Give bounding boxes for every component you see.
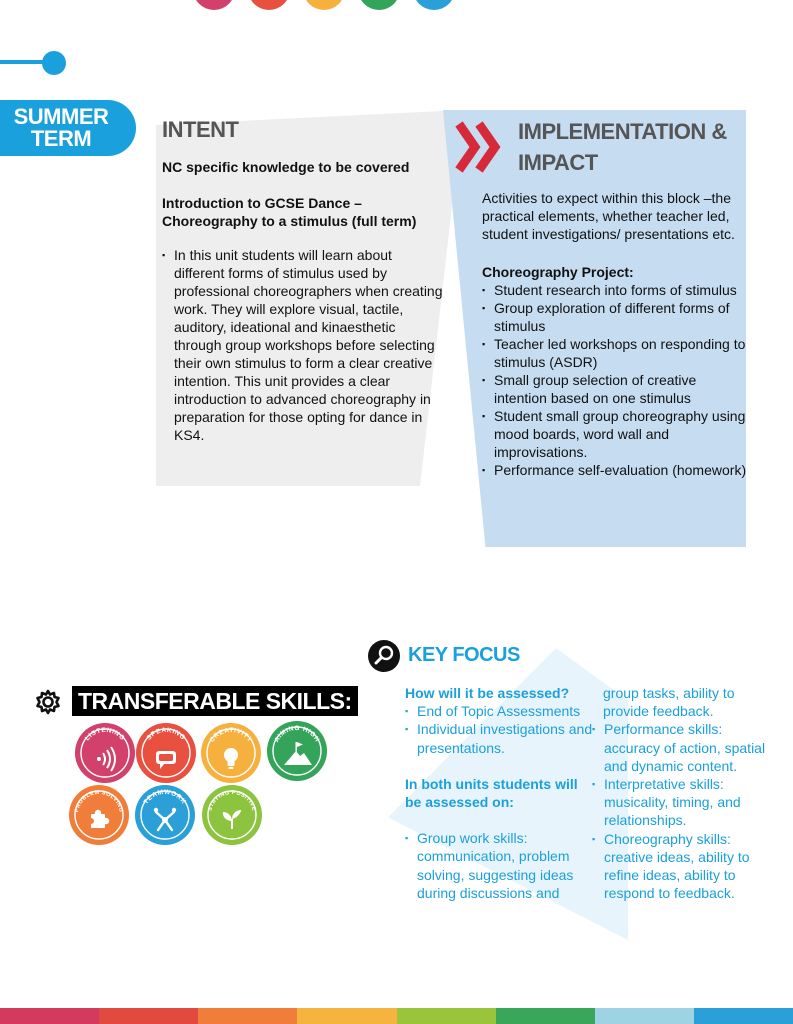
top-dot	[358, 0, 400, 10]
transferable-skills-title: TRANSFERABLE SKILLS:	[72, 686, 358, 716]
skill-badge-staying-positive	[201, 784, 263, 846]
key-focus-column-2	[592, 684, 782, 902]
skill-badge-speaking	[135, 722, 197, 784]
strip-segment	[595, 1008, 694, 1024]
skill-label: AIMING HIGH	[273, 724, 321, 744]
intent-panel	[162, 117, 444, 444]
implementation-intro: Activities to expect within this block –the practical elements, whether teacher led, student investigations/ presentations etc.	[482, 190, 735, 242]
magnifier-icon	[368, 640, 400, 672]
intent-unit-heading: Introduction to GCSE Dance – Choreography to a stimulus (full term)	[162, 195, 417, 229]
assessment-question: How will it be assessed?	[405, 685, 570, 701]
implementation-panel	[482, 189, 752, 479]
skill-label: PROBLEM SOLVING	[74, 789, 124, 813]
term-line-2: TERM	[30, 126, 92, 151]
assessment-item: ▪ End of Topic Assessments	[405, 702, 595, 720]
timeline-dot	[42, 51, 66, 75]
implementation-list-item: ▪ Student small group choreography using mood boards, word wall and improvisations.	[482, 407, 752, 461]
skill-badge-creativity	[200, 722, 262, 784]
top-decorative-dots	[193, 0, 455, 10]
double-chevron-icon	[453, 118, 511, 176]
assessment-list	[405, 702, 595, 757]
top-dot	[193, 0, 235, 10]
timeline-line	[0, 60, 48, 64]
implementation-title: IMPLEMENTATION & IMPACT	[518, 119, 727, 175]
implementation-list-item: ▪ Performance self-evaluation (homework)	[482, 461, 752, 479]
bottom-colour-strip	[0, 1008, 793, 1024]
key-focus-title: KEY FOCUS	[408, 644, 520, 666]
key-focus-column-1	[405, 684, 595, 902]
criteria-item: ▪ Group work skills: communication, problem solving, suggesting ideas during discussions and	[405, 829, 595, 902]
assessment-item: ▪ Individual investigations and presentations.	[405, 720, 595, 756]
implementation-list-item: ▪ Small group selection of creative intention based on one stimulus	[482, 371, 752, 407]
term-badge	[0, 100, 136, 156]
strip-segment	[694, 1008, 793, 1024]
top-dot	[248, 0, 290, 10]
strip-segment	[397, 1008, 496, 1024]
top-dot	[303, 0, 345, 10]
intent-title: INTENT	[162, 117, 239, 142]
intent-list-item: ▪ In this unit students will learn about different forms of stimulus used by professional choreographers when creating work. They will explore visual, tactile, auditory, ideational and kinaesthetic through group workshops before selecting their own stimulus to form a clear creative intention. This unit provides a clear introduction to advanced choreography in preparation for those opting for dance in KS4.	[162, 246, 444, 444]
gear-icon	[34, 688, 62, 716]
criteria-item: ▪ Choreography skills: creative ideas, ability to refine ideas, ability to respond to feedback.	[592, 830, 782, 903]
criteria-item: ▪ Performance skills: accuracy of action, spatial and dynamic content.	[592, 720, 782, 775]
implementation-heading: Choreography Project:	[482, 264, 634, 280]
implementation-list-item: ▪ Student research into forms of stimulus	[482, 281, 752, 299]
strip-segment	[297, 1008, 396, 1024]
intent-list	[162, 246, 444, 444]
strip-segment	[99, 1008, 198, 1024]
top-dot	[413, 0, 455, 10]
criteria-item-continued: group tasks, ability to provide feedback.	[603, 685, 735, 720]
skill-badge-aiming-high	[266, 720, 328, 782]
criteria-list	[405, 829, 595, 902]
skill-label: STAYING POSITIVE	[207, 789, 257, 812]
strip-segment	[0, 1008, 99, 1024]
strip-segment	[198, 1008, 297, 1024]
skill-badge-listening	[74, 722, 136, 784]
intent-subtitle: NC specific knowledge to be covered	[162, 159, 410, 175]
skill-badge-teamwork	[134, 784, 196, 846]
skill-label: CREATIVITY	[208, 726, 254, 744]
skill-badge-problem-solving	[68, 784, 130, 846]
skill-label: LISTENING	[83, 726, 127, 743]
skill-label: SPEAKING	[145, 726, 187, 742]
criteria-list-continued	[592, 720, 782, 902]
criteria-item: ▪ Interpretative skills: musicality, timing, and relationships.	[592, 775, 782, 830]
skill-label: TEAMWORK	[142, 788, 188, 806]
assessment-criteria-heading: In both units students will be assessed on:	[405, 775, 578, 811]
strip-segment	[496, 1008, 595, 1024]
implementation-list-item: ▪ Teacher led workshops on responding to stimulus (ASDR)	[482, 335, 752, 371]
term-line-1: SUMMER	[13, 104, 109, 129]
implementation-list-item: ▪ Group exploration of different forms of stimulus	[482, 299, 752, 335]
implementation-list	[482, 281, 752, 479]
